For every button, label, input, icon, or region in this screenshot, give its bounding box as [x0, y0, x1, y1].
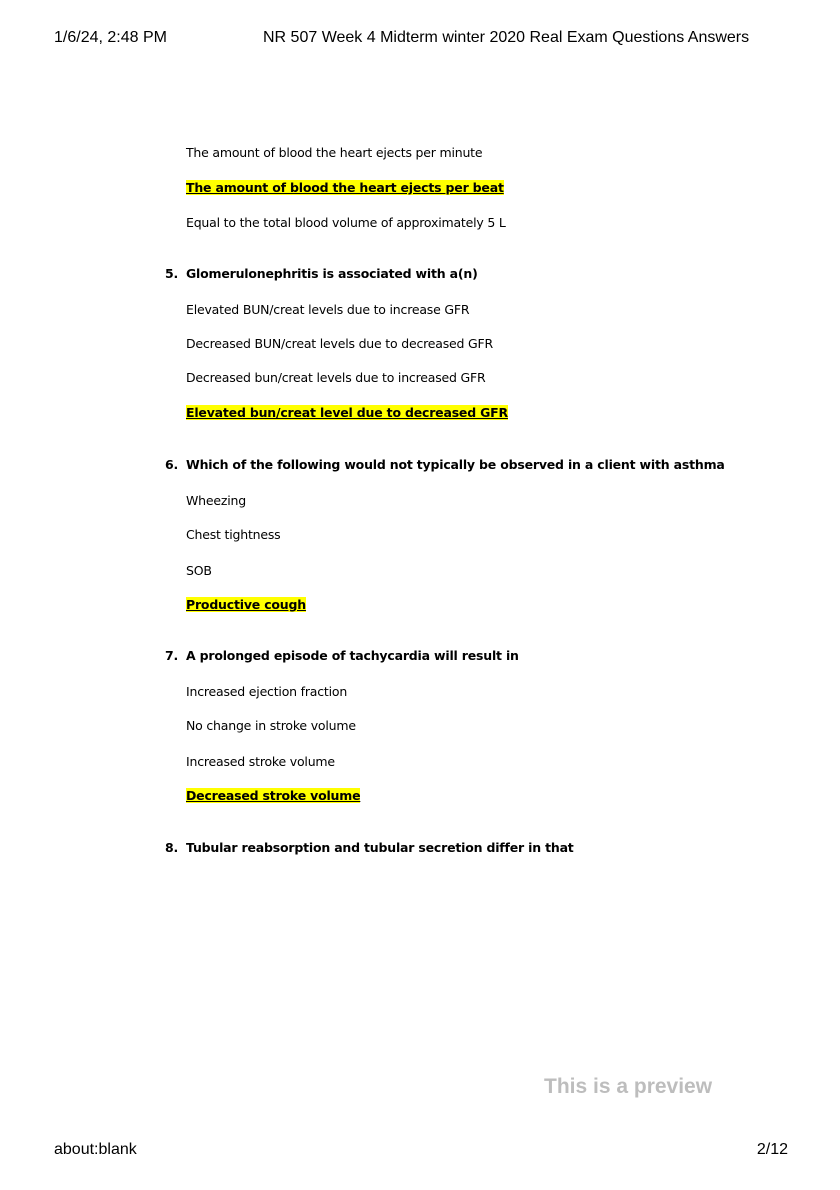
- print-datetime: 1/6/24, 2:48 PM: [54, 29, 167, 46]
- highlighted-answer: Decreased stroke volume: [186, 788, 361, 803]
- question-5: [165, 266, 478, 282]
- question-6: [165, 457, 725, 473]
- q7-option-d-answer: [186, 788, 360, 804]
- highlighted-answer: Elevated bun/creat level due to decreased GFR: [186, 405, 508, 420]
- print-url: about:blank: [54, 1141, 137, 1158]
- question-text: Glomerulonephritis is associated with a(n): [186, 266, 478, 281]
- q6-option-d-answer: [186, 597, 306, 613]
- q7-option-b: No change in stroke volume: [186, 718, 356, 733]
- highlighted-answer: The amount of blood the heart ejects per beat: [186, 180, 504, 195]
- question-text: Which of the following would not typically be observed in a client with asthma: [186, 457, 725, 472]
- q4-option-a: The amount of blood the heart ejects per minute: [186, 145, 483, 160]
- page-number: 2/12: [756, 1141, 788, 1158]
- q7-option-c: Increased stroke volume: [186, 754, 335, 769]
- highlighted-answer: Productive cough: [186, 597, 306, 612]
- question-text: A prolonged episode of tachycardia will result in: [186, 648, 519, 663]
- question-8: [165, 840, 574, 856]
- preview-watermark: This is a preview: [544, 1075, 713, 1098]
- question-number: 5.: [165, 266, 179, 281]
- q4-option-b-answer: [186, 180, 504, 196]
- q6-option-b: Chest tightness: [186, 527, 281, 542]
- question-7: [165, 648, 519, 664]
- q5-option-c: Decreased bun/creat levels due to increased GFR: [186, 370, 486, 385]
- question-number: 7.: [165, 648, 179, 663]
- q7-option-a: Increased ejection fraction: [186, 684, 348, 699]
- question-number: 8.: [165, 840, 179, 855]
- q6-option-c: SOB: [186, 563, 212, 578]
- q5-option-b: Decreased BUN/creat levels due to decreased GFR: [186, 336, 494, 351]
- question-text: Tubular reabsorption and tubular secretion differ in that: [186, 840, 574, 855]
- q5-option-d-answer: [186, 405, 508, 421]
- question-number: 6.: [165, 457, 179, 472]
- q4-option-c: Equal to the total blood volume of approximately 5 L: [186, 215, 506, 230]
- q5-option-a: Elevated BUN/creat levels due to increase GFR: [186, 302, 470, 317]
- q6-option-a: Wheezing: [186, 493, 246, 508]
- document-title: NR 507 Week 4 Midterm winter 2020 Real Exam Questions Answers: [263, 29, 750, 46]
